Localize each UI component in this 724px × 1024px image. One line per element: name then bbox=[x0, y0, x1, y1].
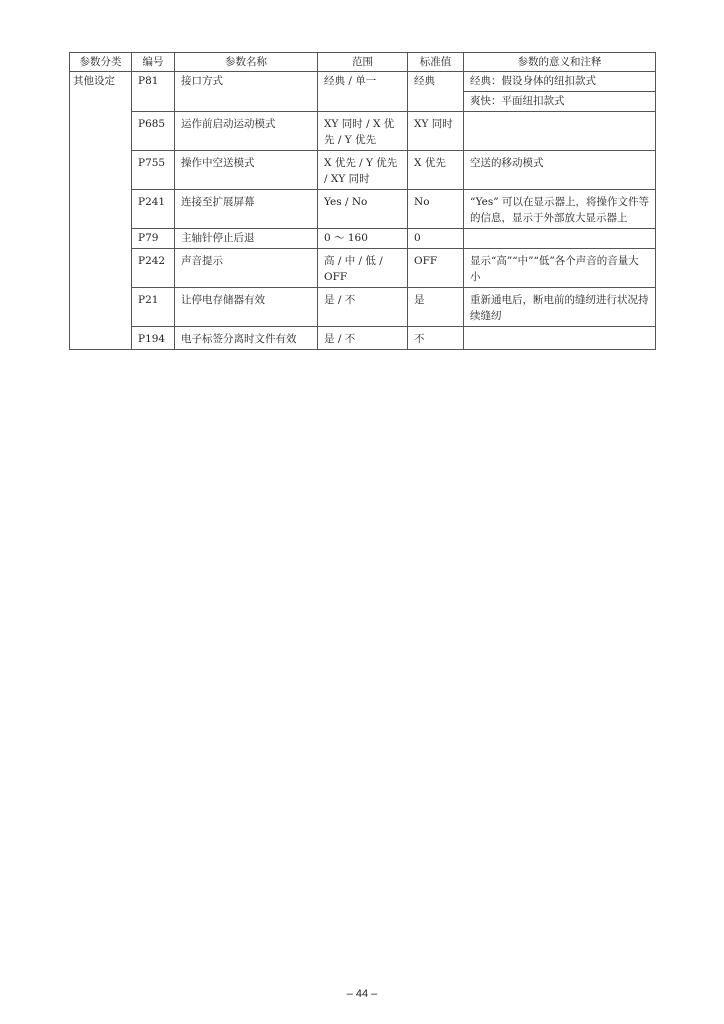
header-number: 编号 bbox=[132, 53, 175, 72]
category-cell: 其他设定 bbox=[70, 72, 132, 350]
param-number: P242 bbox=[132, 249, 175, 288]
param-number: P685 bbox=[132, 112, 175, 151]
param-number: P79 bbox=[132, 229, 175, 249]
param-notes: “Yes” 可以在显示器上，将操作文件等的信息，显示于外部放大显示器上 bbox=[464, 190, 656, 229]
param-default: 经典 bbox=[408, 72, 464, 112]
param-number: P241 bbox=[132, 190, 175, 229]
param-number: P755 bbox=[132, 151, 175, 190]
param-notes: 显示“高”“中”“低”各个声音的音量大小 bbox=[464, 249, 656, 288]
table-row bbox=[70, 229, 656, 249]
table-row bbox=[70, 327, 656, 350]
param-number: P21 bbox=[132, 288, 175, 327]
header-notes: 参数的意义和注释 bbox=[464, 53, 656, 72]
param-range: 0 ～ 160 bbox=[318, 229, 408, 249]
param-notes: 空送的移动模式 bbox=[464, 151, 656, 190]
param-default: 不 bbox=[408, 327, 464, 350]
parameter-table bbox=[69, 52, 656, 350]
param-default: OFF bbox=[408, 249, 464, 288]
param-default: No bbox=[408, 190, 464, 229]
table-row bbox=[70, 151, 656, 190]
param-range: XY 同时 / X 优先 / Y 优先 bbox=[318, 112, 408, 151]
param-default: 是 bbox=[408, 288, 464, 327]
table-row bbox=[70, 190, 656, 229]
param-number: P194 bbox=[132, 327, 175, 350]
param-notes: 经典：假设身体的纽扣款式 bbox=[464, 72, 656, 92]
param-notes bbox=[464, 229, 656, 249]
param-name: 连接至扩展屏幕 bbox=[175, 190, 318, 229]
param-notes bbox=[464, 327, 656, 350]
param-default: XY 同时 bbox=[408, 112, 464, 151]
param-name: 接口方式 bbox=[175, 72, 318, 112]
param-name: 操作中空送模式 bbox=[175, 151, 318, 190]
header-range: 范围 bbox=[318, 53, 408, 72]
param-default: 0 bbox=[408, 229, 464, 249]
table-row bbox=[70, 72, 656, 92]
table-row bbox=[70, 249, 656, 288]
param-notes: 重新通电后，断电前的缝纫进行状况持续缝纫 bbox=[464, 288, 656, 327]
param-range: Yes / No bbox=[318, 190, 408, 229]
param-name: 主轴针停止后退 bbox=[175, 229, 318, 249]
header-category: 参数分类 bbox=[70, 53, 132, 72]
param-range: 经典 / 单一 bbox=[318, 72, 408, 112]
header-default: 标准值 bbox=[408, 53, 464, 72]
param-name: 电子标签分离时文件有效 bbox=[175, 327, 318, 350]
param-range: 是 / 不 bbox=[318, 327, 408, 350]
page-number: – 44 – bbox=[346, 988, 378, 1000]
param-range: X 优先 / Y 优先 / XY 同时 bbox=[318, 151, 408, 190]
table-header-row bbox=[70, 53, 656, 72]
param-name: 声音提示 bbox=[175, 249, 318, 288]
param-range: 是 / 不 bbox=[318, 288, 408, 327]
header-name: 参数名称 bbox=[175, 53, 318, 72]
table-row bbox=[70, 112, 656, 151]
param-name: 运作前启动运动模式 bbox=[175, 112, 318, 151]
param-range: 高 / 中 / 低 / OFF bbox=[318, 249, 408, 288]
param-default: X 优先 bbox=[408, 151, 464, 190]
param-notes: 爽快：平面纽扣款式 bbox=[464, 92, 656, 112]
param-number: P81 bbox=[132, 72, 175, 112]
param-name: 让停电存储器有效 bbox=[175, 288, 318, 327]
table-row bbox=[70, 288, 656, 327]
param-notes bbox=[464, 112, 656, 151]
